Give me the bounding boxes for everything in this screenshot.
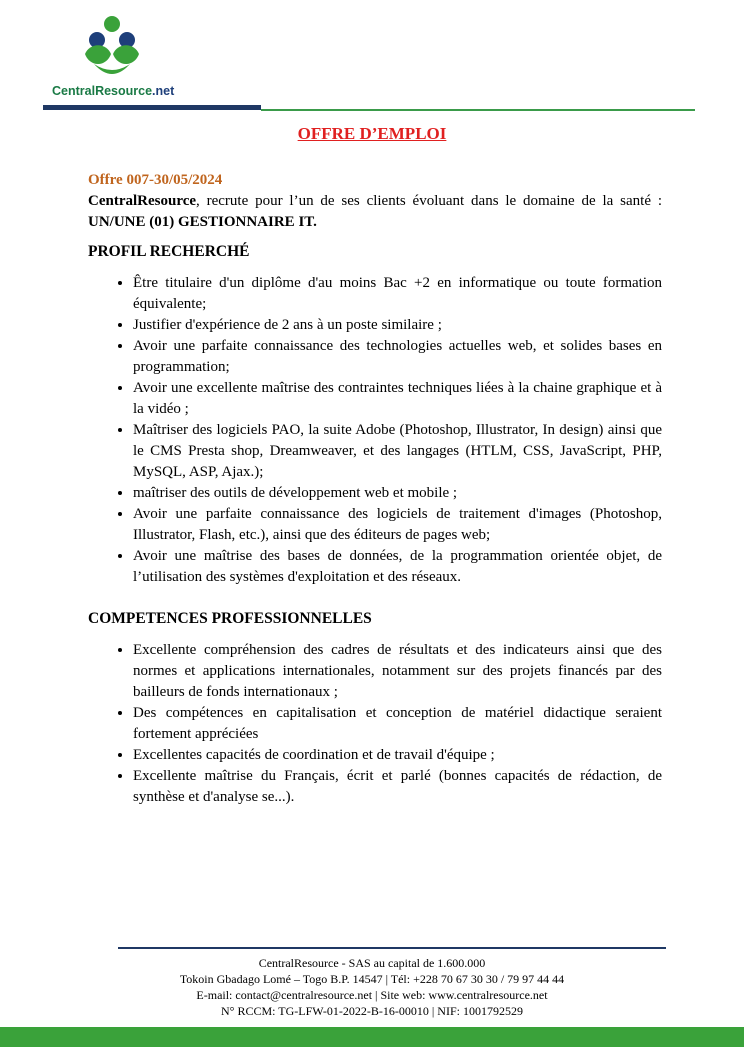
footer-address-line: Tokoin Gbadago Lomé – Togo B.P. 14547 | Tél: +228 70 67 30 30 / 79 97 44 44 — [179, 972, 565, 986]
header-divider-green — [261, 109, 695, 111]
section-title-skills: COMPETENCES PROFESSIONNELLES — [88, 610, 372, 627]
header-divider-blue — [43, 105, 261, 110]
footer-company-line: CentralResource - SAS au capital de 1.600.000 — [258, 956, 486, 970]
company-logo — [52, 14, 175, 104]
profile-list — [88, 273, 662, 588]
list-item: • Excellentes capacités de coordination et de travail d'équipe ; — [133, 745, 662, 766]
footer-divider — [118, 947, 666, 949]
list-item: • Avoir une parfaite connaissance des logiciels de traitement d'images (Photoshop, Illustrator, Flash, etc.), ainsi que des éditeurs de pages web; — [133, 504, 662, 546]
list-item: • Maîtriser des logiciels PAO, la suite Adobe (Photoshop, Illustrator, In design) ainsi que le CMS Presta shop, Dreamweaver, et des langages (HTLM, CSS, JavaScript, PHP, MySQL, ASP, Ajax.); — [133, 420, 662, 483]
footer-contact-line: E-mail: contact@centralresource.net | Site web: www.centralresource.net — [196, 988, 548, 1002]
offer-reference: Offre 007-30/05/2024 — [88, 172, 223, 188]
people-logo-icon — [80, 14, 144, 82]
list-item: • Avoir une parfaite connaissance des technologies actuelles web, et solides bases en programmation; — [133, 336, 662, 378]
intro-position: UN/UNE (01) GESTIONNAIRE IT. — [88, 214, 317, 230]
intro-paragraph — [88, 191, 662, 233]
skills-list — [88, 640, 662, 808]
intro-text: , recrute pour l’un de ses clients évoluant dans le domaine de la santé : — [196, 193, 662, 209]
footer — [0, 955, 744, 1019]
section-title-profile: PROFIL RECHERCHÉ — [88, 243, 250, 260]
list-item: • Des compétences en capitalisation et conception de matériel didactique seraient fortement appréciées — [133, 703, 662, 745]
logo-text-tld: .net — [152, 84, 175, 98]
list-item: • Justifier d'expérience de 2 ans à un poste similaire ; — [133, 315, 662, 336]
bottom-color-bar — [0, 1027, 744, 1047]
list-item: • Être titulaire d'un diplôme d'au moins Bac +2 en informatique ou toute formation équivalente; — [133, 273, 662, 315]
list-item: • Avoir une maîtrise des bases de données, de la programmation orientée objet, de l’utilisation des systèmes d'exploitation et des réseaux. — [133, 546, 662, 588]
list-item: • Excellente compréhension des cadres de résultats et des indicateurs ainsi que des normes et applications internationales, notamment sur des projets financés par des bailleurs de fonds internationaux ; — [133, 640, 662, 703]
logo-text-main: CentralResource — [52, 84, 153, 98]
list-item: • Excellente maîtrise du Français, écrit et parlé (bonnes capacités de rédaction, de synthèse et d'analyse se...). — [133, 766, 662, 808]
list-item: • maîtriser des outils de développement web et mobile ; — [133, 483, 662, 504]
intro-company: CentralResource — [88, 193, 197, 209]
page-title: OFFRE D’EMPLOI — [297, 124, 447, 143]
footer-registration-line: N° RCCM: TG-LFW-01-2022-B-16-00010 | NIF: 1001792529 — [221, 1004, 523, 1018]
list-item: • Avoir une excellente maîtrise des contraintes techniques liées à la chaine graphique et à la vidéo ; — [133, 378, 662, 420]
logo-text — [52, 84, 174, 98]
document-body — [88, 170, 662, 808]
